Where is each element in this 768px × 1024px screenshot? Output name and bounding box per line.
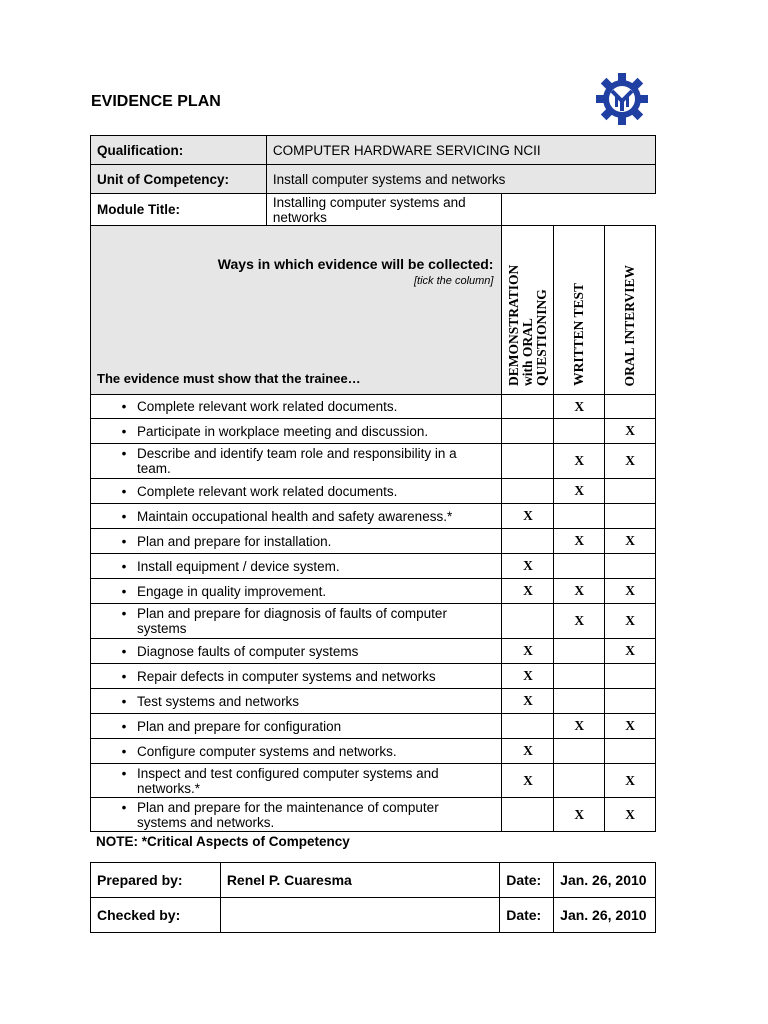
mark-written-test xyxy=(554,664,605,689)
mark-demonstration xyxy=(502,444,554,479)
criteria-text: Test systems and networks xyxy=(137,693,300,709)
mark-demonstration xyxy=(502,395,554,419)
evidence-header-cell xyxy=(91,226,502,395)
bullet-icon: • xyxy=(121,533,127,549)
mark-oral-interview xyxy=(605,664,656,689)
criteria-row xyxy=(91,764,656,798)
bullet-icon: • xyxy=(121,799,127,815)
criteria-row xyxy=(91,554,656,579)
prepared-by-name: Renel P. Cuaresma xyxy=(220,863,499,898)
mark-written-test xyxy=(554,504,605,529)
mark-demonstration xyxy=(502,529,554,554)
bullet-icon: • xyxy=(121,718,127,734)
checked-by-name xyxy=(220,898,499,933)
qualification-value: COMPUTER HARDWARE SERVICING NCII xyxy=(266,136,655,165)
mark-demonstration: X xyxy=(502,639,554,664)
criteria-row xyxy=(91,419,656,444)
criteria-text-cell xyxy=(91,444,502,479)
mark-written-test xyxy=(554,689,605,714)
criteria-text: Diagnose faults of computer systems xyxy=(137,643,359,659)
criteria-text: Complete relevant work related documents. xyxy=(137,483,398,499)
checked-date-label: Date: xyxy=(500,898,554,933)
evidence-plan-table xyxy=(90,135,656,832)
checked-by-label: Checked by: xyxy=(91,898,221,933)
criteria-text-cell xyxy=(91,529,502,554)
bullet-icon: • xyxy=(121,558,127,574)
bullet-icon: • xyxy=(121,643,127,659)
criteria-row xyxy=(91,579,656,604)
criteria-text-cell xyxy=(91,395,502,419)
mark-oral-interview: X xyxy=(605,419,656,444)
mark-demonstration xyxy=(502,714,554,739)
tesda-gear-logo-icon xyxy=(596,73,648,125)
mark-demonstration: X xyxy=(502,739,554,764)
bullet-icon: • xyxy=(121,583,127,599)
criteria-row xyxy=(91,604,656,639)
mark-demonstration: X xyxy=(502,554,554,579)
mark-oral-interview xyxy=(605,395,656,419)
signoff-table xyxy=(90,862,656,933)
module-title-label: Module Title: xyxy=(91,194,267,226)
mark-oral-interview xyxy=(605,504,656,529)
mark-written-test: X xyxy=(554,444,605,479)
mark-oral-interview: X xyxy=(605,764,656,798)
bullet-icon: • xyxy=(121,693,127,709)
criteria-text-cell xyxy=(91,664,502,689)
criteria-row xyxy=(91,504,656,529)
tick-the-column: [tick the column] xyxy=(414,275,494,287)
criteria-row xyxy=(91,664,656,689)
evidence-must-show: The evidence must show that the trainee… xyxy=(97,371,361,386)
criteria-row xyxy=(91,798,656,832)
criteria-row xyxy=(91,714,656,739)
mark-demonstration xyxy=(502,798,554,832)
criteria-text-cell xyxy=(91,579,502,604)
criteria-text: Maintain occupational health and safety awareness.* xyxy=(137,508,453,524)
criteria-text-cell xyxy=(91,554,502,579)
criteria-row xyxy=(91,529,656,554)
mark-demonstration: X xyxy=(502,764,554,798)
criteria-text: Repair defects in computer systems and networks xyxy=(137,668,436,684)
mark-oral-interview: X xyxy=(605,444,656,479)
criteria-text-cell xyxy=(91,504,502,529)
criteria-rows xyxy=(91,395,656,832)
column-header-written-test-text: WRITTEN TEST xyxy=(571,283,587,386)
note-critical-aspects: NOTE: *Critical Aspects of Competency xyxy=(96,834,350,849)
criteria-text-cell xyxy=(91,689,502,714)
criteria-text: Plan and prepare for configuration xyxy=(137,718,342,734)
checked-date-value: Jan. 26, 2010 xyxy=(554,898,656,933)
mark-oral-interview: X xyxy=(605,529,656,554)
criteria-text-cell xyxy=(91,604,502,639)
mark-written-test: X xyxy=(554,529,605,554)
criteria-text: Plan and prepare for installation. xyxy=(137,533,332,549)
mark-written-test: X xyxy=(554,798,605,832)
criteria-text-cell xyxy=(91,798,502,832)
criteria-text: Configure computer systems and networks. xyxy=(137,743,397,759)
mark-written-test: X xyxy=(554,395,605,419)
bullet-icon: • xyxy=(121,483,127,499)
mark-oral-interview: X xyxy=(605,798,656,832)
criteria-row xyxy=(91,739,656,764)
column-header-demonstration-text: DEMONSTRATION with ORAL QUESTIONING xyxy=(505,264,549,386)
mark-written-test xyxy=(554,419,605,444)
prepared-by-label: Prepared by: xyxy=(91,863,221,898)
mark-demonstration: X xyxy=(502,664,554,689)
criteria-text-cell xyxy=(91,639,502,664)
module-title-value: Installing computer systems and networks xyxy=(266,194,502,226)
criteria-text-cell xyxy=(91,714,502,739)
criteria-text: Describe and identify team role and responsibility in a team. xyxy=(137,446,457,476)
criteria-row xyxy=(91,444,656,479)
criteria-text-cell xyxy=(91,419,502,444)
document-title: EVIDENCE PLAN xyxy=(91,93,221,110)
unit-of-competency-label: Unit of Competency: xyxy=(91,165,267,194)
mark-written-test: X xyxy=(554,579,605,604)
mark-oral-interview: X xyxy=(605,639,656,664)
mark-oral-interview xyxy=(605,479,656,504)
criteria-text: Inspect and test configured computer systems and networks.* xyxy=(137,765,439,796)
mark-written-test xyxy=(554,639,605,664)
bullet-icon: • xyxy=(121,399,127,414)
mark-written-test xyxy=(554,554,605,579)
criteria-row xyxy=(91,395,656,419)
bullet-icon: • xyxy=(121,508,127,524)
criteria-text: Participate in workplace meeting and discussion. xyxy=(137,423,429,439)
mark-oral-interview xyxy=(605,554,656,579)
mark-oral-interview: X xyxy=(605,579,656,604)
mark-written-test: X xyxy=(554,479,605,504)
bullet-icon: • xyxy=(121,668,127,684)
criteria-text-cell xyxy=(91,764,502,798)
unit-of-competency-value: Install computer systems and networks xyxy=(266,165,655,194)
criteria-text-cell xyxy=(91,479,502,504)
prepared-date-label: Date: xyxy=(500,863,554,898)
bullet-icon: • xyxy=(121,606,127,621)
mark-oral-interview: X xyxy=(605,714,656,739)
criteria-row xyxy=(91,689,656,714)
criteria-text-cell xyxy=(91,739,502,764)
mark-written-test xyxy=(554,764,605,798)
column-header-oral-interview xyxy=(605,226,656,395)
mark-demonstration xyxy=(502,604,554,639)
column-header-demonstration xyxy=(502,226,554,395)
criteria-text: Plan and prepare for diagnosis of faults of computer systems xyxy=(137,606,447,636)
bullet-icon: • xyxy=(121,446,127,461)
criteria-row xyxy=(91,639,656,664)
column-header-oral-interview-text: ORAL INTERVIEW xyxy=(622,264,638,386)
bullet-icon: • xyxy=(121,423,127,439)
mark-demonstration: X xyxy=(502,504,554,529)
mark-oral-interview xyxy=(605,739,656,764)
mark-oral-interview: X xyxy=(605,604,656,639)
mark-written-test xyxy=(554,739,605,764)
mark-demonstration: X xyxy=(502,579,554,604)
criteria-text: Engage in quality improvement. xyxy=(137,583,327,599)
mark-demonstration xyxy=(502,479,554,504)
criteria-row xyxy=(91,479,656,504)
prepared-date-value: Jan. 26, 2010 xyxy=(554,863,656,898)
ways-evidence-collected: Ways in which evidence will be collected: xyxy=(217,256,494,272)
qualification-label: Qualification: xyxy=(91,136,267,165)
bullet-icon: • xyxy=(121,765,127,781)
column-header-written-test xyxy=(554,226,605,395)
criteria-text: Plan and prepare for the maintenance of computer systems and networks. xyxy=(137,799,439,830)
mark-oral-interview xyxy=(605,689,656,714)
mark-demonstration xyxy=(502,419,554,444)
bullet-icon: • xyxy=(121,743,127,759)
criteria-text: Complete relevant work related documents. xyxy=(137,399,398,414)
mark-written-test: X xyxy=(554,714,605,739)
mark-demonstration: X xyxy=(502,689,554,714)
mark-written-test: X xyxy=(554,604,605,639)
criteria-text: Install equipment / device system. xyxy=(137,558,340,574)
